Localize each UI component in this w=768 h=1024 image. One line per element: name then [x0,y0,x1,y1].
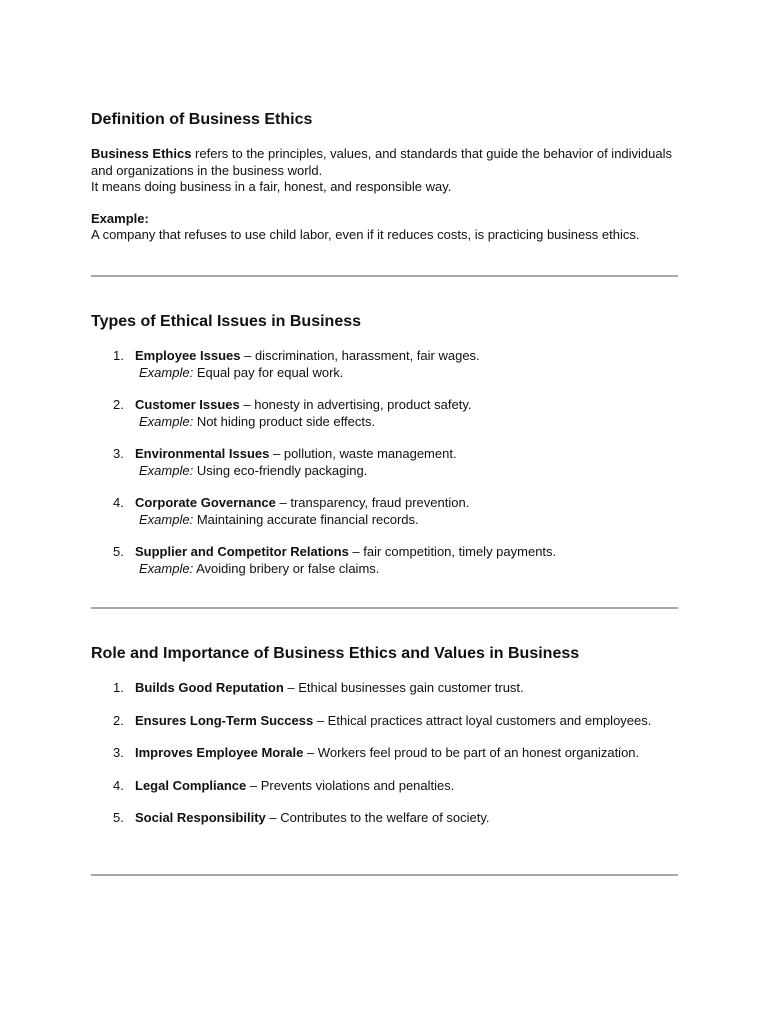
role-heading: Role and Importance of Business Ethics and Values in Business [91,645,580,662]
list-item-title: Environmental Issues [135,446,270,461]
list-item-desc: – Ethical practices attract loyal customers and employees. [313,712,652,728]
list-item [91,446,681,479]
example-label: Example: [139,462,194,478]
list-item-number: 1. [113,680,124,695]
example-text: Maintaining accurate financial records. [193,511,419,527]
list-item-example [135,463,681,480]
list-item-desc: – Ethical businesses gain customer trust. [283,680,524,695]
list-item-number: 4. [113,777,124,793]
list-item-number: 5. [113,810,124,825]
definition-term-text: refers to the principles, values, and standards that guide the behavior of individuals and organizations in the business world. [91,146,673,178]
role-section [91,645,681,827]
list-item-number: 1. [113,348,124,363]
list-item-desc: – honesty in advertising, product safety. [239,397,472,412]
list-item [91,397,681,430]
role-list [91,680,681,827]
list-item [91,745,681,762]
list-item-desc: – Prevents violations and penalties. [246,777,455,793]
list-item-example [135,512,681,529]
list-item-title: Builds Good Reputation [135,680,284,695]
definition-example-label: Example: [91,210,149,226]
types-list [91,348,681,577]
list-item [91,778,681,795]
list-item-title: Corporate Governance [135,495,276,510]
list-item-desc: – fair competition, timely payments. [348,544,557,559]
definition-paragraph [91,146,681,196]
list-item-desc: – transparency, fraud prevention. [275,495,470,510]
example-text: Using eco-friendly packaging. [193,462,368,478]
list-item-number: 3. [113,745,124,760]
definition-heading: Definition of Business Ethics [91,111,313,128]
list-item-number: 4. [113,495,124,510]
list-item-title: Supplier and Competitor Relations [135,544,349,559]
types-heading: Types of Ethical Issues in Business [91,313,362,330]
section-divider [91,607,678,609]
list-item-title: Customer Issues [135,397,240,412]
list-item [91,713,681,730]
example-text: Not hiding product side effects. [193,413,376,429]
list-item-desc: – Workers feel proud to be part of an honest organization. [303,745,640,760]
list-item-example [135,414,681,431]
definition-section [91,111,681,244]
list-item-example [135,365,681,382]
list-item-title: Legal Compliance [135,777,247,793]
types-section [91,313,681,577]
list-item [91,495,681,528]
definition-example-text: A company that refuses to use child labor, even if it reduces costs, is practicing business ethics. [91,227,640,242]
list-item [91,810,681,827]
list-item-number: 2. [113,712,124,728]
list-item-number: 3. [113,446,124,461]
example-label: Example: [139,560,194,576]
list-item [91,544,681,577]
list-item-number: 2. [113,397,124,412]
list-item-desc: – Contributes to the welfare of society. [265,810,490,825]
section-divider [91,275,678,277]
list-item-example [135,561,681,578]
list-item [91,680,681,697]
list-item-title: Ensures Long-Term Success [135,712,314,728]
list-item-title: Employee Issues [135,348,241,363]
example-text: Equal pay for equal work. [193,364,344,380]
definition-term: Business Ethics [91,146,192,161]
list-item-title: Social Responsibility [135,810,266,825]
definition-line2: It means doing business in a fair, honest, and responsible way. [91,179,452,194]
list-item [91,348,681,381]
example-label: Example: [139,364,194,380]
list-item-desc: – discrimination, harassment, fair wages. [240,348,480,363]
list-item-number: 5. [113,544,124,559]
definition-example-label-line [91,211,681,228]
example-text: Avoiding bribery or false claims. [193,560,380,576]
example-label: Example: [139,511,194,527]
list-item-title: Improves Employee Morale [135,745,304,760]
section-divider [91,874,678,876]
example-label: Example: [139,413,194,429]
list-item-desc: – pollution, waste management. [269,446,457,461]
